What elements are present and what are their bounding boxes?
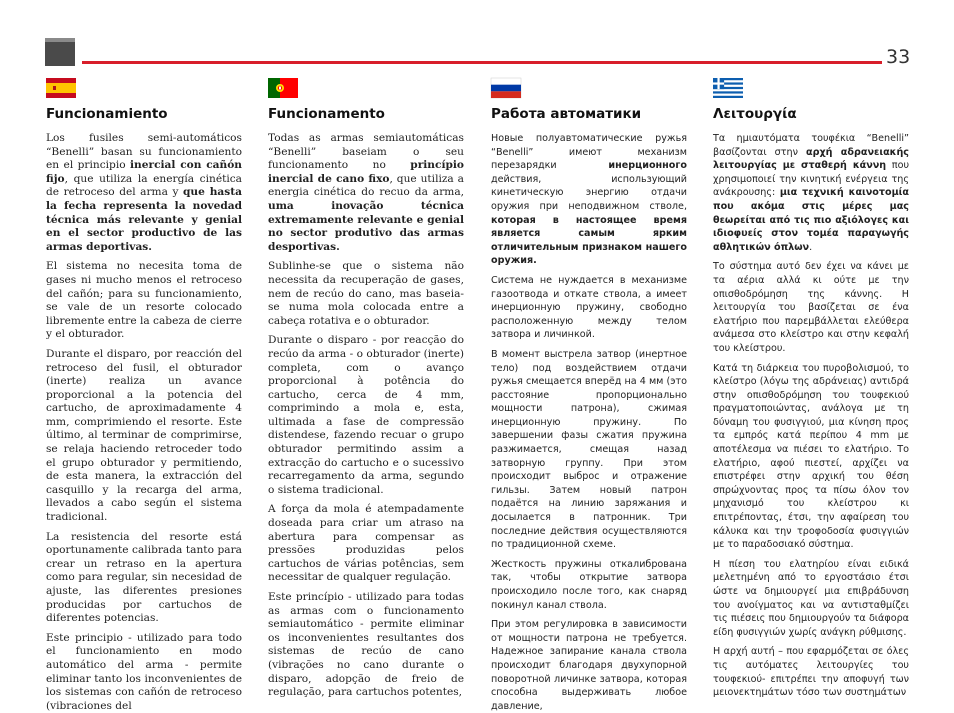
paragraph [46, 348, 242, 525]
paragraph [268, 591, 464, 700]
paragraph [713, 260, 909, 355]
column-spanish [46, 78, 243, 712]
section-body [713, 132, 909, 700]
paragraph [491, 274, 687, 342]
bold-text: que hasta la fecha representa la novedad técnica más relevante y genial en el sector productivo de las armas deportivas. [46, 186, 243, 253]
text-run: Η πίεση του ελατηρίου είναι ειδικά μελετημένη από το εργοστάσιο έτσι ώστε να δημιουργεί μια επιβράδυνση του ανοίγματος και να αντισταθμίζει τις πιέσεις που δημιουργούν τα διάφορα είδη φυσιγγιών χωρίς ανάγκη ρύθμισης. [713, 558, 909, 638]
paragraph [713, 132, 909, 254]
text-run: La resistencia del resorte está oportunamente calibrada tanto para crear un retraso en la apertura como para regular, sin necesidad de ajuste, las diferentes presiones producidas por cartuchos de diferentes potencias. [46, 530, 242, 625]
text-run: В момент выстрела затвор (инертное тело) под воздействием отдачи ружья смещается вперёд на 4 мм (это расстояние пропорционально мощности патрона), сжимая инерционную пружину. По завершении фазы сжатия пружина разжимается, смещая назад затворную группу. При этом происходит выброс и отражение гильзы. Затем новый патрон подаётся на линию заряжания и досылается в патронник. Три последние действия осуществляются по традиционной схеме. [491, 348, 687, 551]
section-heading: Работа автоматики [491, 106, 642, 122]
text-run: . [809, 241, 813, 253]
paragraph [713, 645, 909, 699]
text-run: Новые полуавтоматические ружья “Benelli” имеют механизм перезарядки [491, 133, 687, 172]
text-run: A força da mola é atempadamente doseada para criar um atraso na abertura para compensar as pressões produzidas pelos cartuchos de várias potências, sem necessitar de qualquer regulação. [268, 503, 464, 584]
text-run: Κατά τη διάρκεια του πυροβολισμού, το κλείστρο (λόγω της αδράνειας) αντιδρά στην οπισθοδρόμηση του τουφεκιού πραγματοποιώντας, ανάλογα με τη δύναμη του φυσιγγιού, μια κίνηση προς τα εμπρός κατά περίπου 4 mm με αποτέλεσμα να πιέσει το ελατήριο. Το ελατήριο, αφού πιεστεί, αρχίζει να επιστρέφει στην αρχική του θέση σπρώχνοντας προς τα πίσω όλον τον μηχανισμό του κλείστρου κι επιτρέποντας, έτσι, την αφαίρεση του κάλυκα και την τροφοδοσία φυσιγγιών με το παραδοσιακό σύστημα. [713, 362, 909, 551]
greece-flag-icon [713, 78, 743, 98]
corner-block-decoration [45, 38, 75, 66]
text-run: Este princípio - utilizado para todas as armas com o funcionamento semiautomático - permite eliminar os inconvenientes resultantes dos sistemas de recúo de cano (vibrações no cano durante o disparo, adopção de freio de regulação, para cartuchos potentes, [268, 591, 464, 699]
paragraph [268, 334, 464, 497]
paragraph [46, 132, 242, 254]
bold-text: αρχή αδρανειακής λειτουργίας με σταθερή κάννη [713, 146, 909, 172]
spain-flag-icon [46, 78, 76, 98]
text-run: При этом регулировка в зависимости от мощности патрона не требуется. Надежное запирание канала ствола происходит благодаря двухупорной поворотной личинке затвора, которая способна выдерживать любое давление, [491, 619, 687, 712]
russia-flag-icon [491, 78, 521, 98]
text-run: Todas as armas semiautomáticas “Benelli” baseiam o seu funcionamento no [268, 132, 464, 172]
column-russian [491, 78, 687, 712]
text-run: Η αρχή αυτή – που εφαρμόζεται σε όλες τις αυτόματες λειτουργίες του τουφεκιού- επιτρέπει την αποφυγή των μειονεκτημάτων τόσο των συστημάτων [713, 646, 909, 699]
paragraph [491, 618, 687, 713]
text-run: Durante o disparo - por reacção do recúo da arma - o obturador (inerte) completa, com o avanço proporcional à potência do cartucho, cerca de 4 mm, comprimindo a mola e, esta, ultimada a fase de compressão distendese, fazendo recuar o grupo obturador permitindo assim a extracção do cartucho e o sucessivo recarregamento da arma, segundo o sistema tradicional. [268, 334, 464, 496]
bold-text: которая в настоящее время является самым ярким отличительным признаком нашего оружия. [491, 214, 687, 267]
paragraph [713, 362, 909, 552]
paragraph [491, 558, 687, 612]
paragraph [268, 503, 464, 585]
text-run: действия, использующий кинетическую энергию отдачи оружия при неподвижном стволе, [491, 173, 687, 212]
section-body [46, 132, 242, 713]
paragraph [491, 132, 687, 268]
paragraph [491, 348, 687, 552]
paragraph [46, 531, 242, 626]
section-heading: Funcionamento [268, 106, 385, 122]
section-heading: Funcionamiento [46, 106, 168, 122]
paragraph [46, 632, 242, 713]
paragraph [268, 260, 464, 328]
page-number: 33 [886, 46, 911, 68]
text-run: Durante el disparo, por reacción del retroceso del fusil, el obturador (inerte) realiza un avance proporcional a la potencia del cartucho, de aproximadamente 4 mm, comprimiendo el resorte. Este último, al terminar de comprimirse, se relaja haciendo retroceder todo el grupo obturador y permitiendo, de esta manera, la extracción del casquillo y la recarga del arma, llevados a cabo según el sistema tradicional. [46, 347, 242, 524]
section-heading: Λειτουργία [713, 106, 797, 122]
bold-text: μια τεχνική καινοτομία που ακόμα στις μέρες μας θεωρείται από τις πιο αξιόλογες και ιδιοφυείς στον τομέα παραγωγής αθλητικών όπλων [713, 187, 909, 253]
text-run: Los fusiles semi-automáticos “Benelli” basan su funcionamiento en el principio [46, 132, 242, 172]
text-run: Система не нуждается в механизме газоотвода и откате ствола, а имеет инерционную пружину, свободно расположенную между телом затвора и личинкой. [491, 274, 687, 341]
bold-text: princípio inercial de cano fixo [268, 159, 464, 185]
paragraph [268, 132, 464, 254]
bold-text: инерционного [608, 160, 687, 172]
text-run: που χρησιμοποιεί την κινητική ενέργεια της ανάκρουσης: [713, 160, 909, 199]
paragraph [46, 260, 242, 342]
text-run: Este principio - utilizado para todo el funcionamiento en modo automático del arma - permite eliminar tanto los inconvenientes de los sistemas con cañón de retroceso (vibraciones del [46, 631, 242, 712]
paragraph [713, 558, 909, 640]
section-body [491, 132, 687, 713]
text-run: El sistema no necesita toma de gases ni mucho menos el retroceso del cañón; para su funcionamiento, se vale de un resorte colocado libremente entre la cabeza de cierre y el obturador. [46, 260, 243, 341]
portugal-flag-icon [268, 78, 298, 98]
column-portuguese [268, 78, 464, 699]
text-run: , que utiliza la energía cinética de retroceso del arma y [46, 172, 242, 199]
bold-text: inercial con cañón fijo [46, 159, 242, 185]
text-run: Το σύστημα αυτό δεν έχει να κάνει με τα αέρια αλλά κι ούτε με την οπισθοδρόμηση της κάννης. Η λειτουργία του βασίζεται σε ένα ελατήριο που παρεμβάλλεται ελεύθερα ανάμεσα στο κλείστρο και στην κεφαλή του κλείστρου. [713, 261, 909, 354]
bold-text: uma inovação técnica extremamente relevante e genial no sector produtivo das armas desportivas. [268, 199, 464, 253]
text-run: Sublinhe-se que o sistema não necessita da recuperação de gases, nem de recúo do cano, mas baseia-se numa mola colocada entre a cabeça rotativa e o obturador. [268, 260, 464, 327]
column-greek [713, 78, 909, 699]
header-rule [82, 61, 882, 64]
text-run: , que utiliza a energia cinética do recuo da arma, [268, 172, 464, 199]
section-body [268, 132, 464, 700]
text-run: Жесткость пружины откалиброванa так, чтобы открытие затвора происходило после того, как снаряд покинул канал ствола. [491, 558, 687, 611]
text-run: Τα ημιαυτόματα τουφέκια “Benelli” βασίζονται στην [713, 133, 909, 158]
